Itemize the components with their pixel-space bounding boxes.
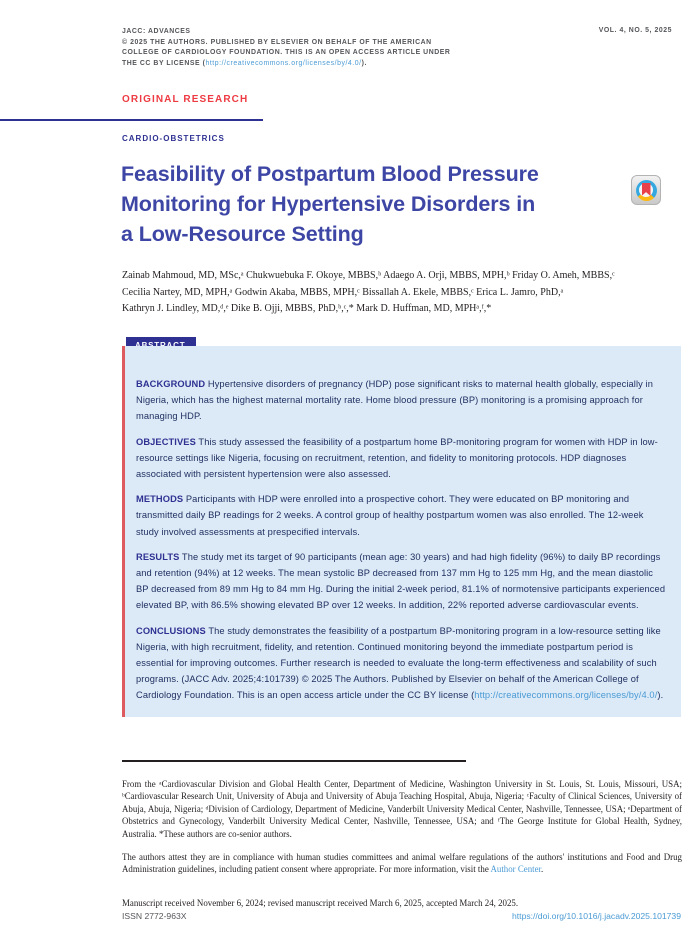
jacc-bookmark-icon bbox=[631, 175, 661, 205]
abstract-box bbox=[122, 346, 681, 717]
abstract-paragraph-conclusions: CONCLUSIONS The study demonstrates the feasibility of a postpartum BP-monitoring program in a low-resource setting like Nigeria, with high recruitment, fidelity, and retention. Continued monitoring beyond the immediate postpartum period is essential for improving outcomes. Further research is needed to evaluate the long-term effectiveness and scalability of such programs. (JACC Adv. 2025;4:101739) © 2025 The Authors. Published by Elsevier on behalf of the American College of Cardiology Foundation. This is an open access article under the CC BY license (http://creativecommons.org/licenses/by/4.0/). bbox=[136, 625, 664, 701]
article-section: CARDIO-OBSTETRICS bbox=[122, 134, 225, 143]
bookmark-glyph bbox=[642, 183, 651, 196]
affiliations-footnote: From the ᵃCardiovascular Division and Global Health Center, Department of Medicine, Washington University in St. Louis, St. Louis, Missouri, USA; ᵇCardiovascular Research Unit, University of Abuja and University of Abuja Teaching Hospital, Abuja, Nigeria; ᶜFaculty of Clinical Sciences, University of Abuja, Abuja, Nigeria; ᵈDivision of Cardiology, Department of Medicine, Vanderbilt University Medical Center, Nashville, Tennessee, USA; ᵉDepartment of Obstetrics and Gynecology, Vanderbilt University Medical Center, Nashville, Tennessee, USA; and ᶠThe George Institute for Global Health, Sydney, Australia. *These authors are co-senior authors. bbox=[122, 779, 682, 839]
author-line: Kathryn J. Lindley, MD,ᵈ,ᵉ Dike B. Ojji, MBBS, PhD,ᵇ,ᶜ,* Mark D. Huffman, MD, MPHᵃ,ᶠ,* bbox=[122, 303, 492, 314]
journal-masthead bbox=[122, 27, 542, 69]
compliance-footnote: The authors attest they are in compliance with human studies committees and animal welfare regulations of the authors' institutions and Food and Drug Administration guidelines, including patient consent where appropriate. For more information, visit the Author Center. bbox=[122, 852, 682, 875]
badge-ring bbox=[636, 180, 657, 201]
abstract-paragraph-methods: METHODS Participants with HDP were enrolled into a prospective cohort. They were educated on BP monitoring and transmitted daily BP readings for 2 weeks. A control group of healthy postpartum women was also enrolled. The 12-week study involved assessments at prespecified intervals. bbox=[136, 494, 644, 537]
footnote-divider bbox=[122, 760, 466, 762]
cc-license-link[interactable]: http://creativecommons.org/licenses/by/4.0/ bbox=[205, 59, 362, 67]
manuscript-dates: Manuscript received November 6, 2024; revised manuscript received March 6, 2025, accepted March 24, 2025. bbox=[122, 898, 519, 908]
category-underline bbox=[0, 119, 263, 121]
author-line: Cecilia Nartey, MD, MPH,ᵃ Godwin Akaba, MBBS, MPH,ᶜ Bissallah A. Ekele, MBBS,ᶜ Erica L. Jamro, PhD,ᵃ bbox=[122, 286, 564, 298]
abstract-paragraph-objectives: OBJECTIVES This study assessed the feasibility of a postpartum home BP-monitoring program for women with HDP in low-resource settings like Nigeria, focusing on recruitment, retention, and fidelity to monitoring protocols. HDP diagnoses associated with persistent hypertension were also assessed. bbox=[136, 436, 658, 480]
author-center-link[interactable]: Author Center bbox=[490, 864, 542, 875]
cc-license-link[interactable]: http://creativecommons.org/licenses/by/4.0/ bbox=[474, 690, 658, 701]
badge-core bbox=[639, 183, 653, 197]
copyright-line-3: THE CC BY LICENSE (http://creativecommons.org/licenses/by/4.0/). bbox=[122, 59, 367, 67]
abstract-paragraph-results: RESULTS The study met its target of 90 participants (mean age: 30 years) and had high fidelity (96%) to daily BP recordings and retention (94%) at 12 weeks. The mean systolic BP decreased from 137 mm Hg to 125 mm Hg, and the mean diastolic BP decreased from 89 mm Hg to 84 mm Hg. During the initial 2-week period, 81.1% of normotensive participants experienced elevated BP, with 86.5% showing elevated BP over 12 weeks. In addition, 22% reported adverse cardiovascular events. bbox=[136, 551, 666, 611]
volume-info: VOL. 4, NO. 5, 2025 bbox=[598, 27, 672, 34]
issn: ISSN 2772-963X bbox=[122, 911, 187, 921]
doi-link[interactable]: https://doi.org/10.1016/j.jacadv.2025.101739 bbox=[512, 911, 681, 921]
journal-name: JACC: ADVANCES bbox=[122, 28, 191, 35]
abstract-paragraph-background: BACKGROUND Hypertensive disorders of pregnancy (HDP) pose significant risks to maternal health globally, especially in Nigeria, which has the highest maternal mortality rate. Home blood pressure (BP) monitoring is a promising approach for managing HDP. bbox=[136, 379, 653, 422]
article-category: ORIGINAL RESEARCH bbox=[122, 94, 249, 105]
copyright-line-2: COLLEGE OF CARDIOLOGY FOUNDATION. THIS IS AN OPEN ACCESS ARTICLE UNDER bbox=[122, 49, 451, 57]
page-title: Feasibility of Postpartum Blood Pressure Monitoring for Hypertensive Disorders in a Low-Resource Setting bbox=[121, 162, 539, 246]
copyright-line-1: © 2025 THE AUTHORS. PUBLISHED BY ELSEVIER ON BEHALF OF THE AMERICAN bbox=[122, 38, 432, 46]
author-list bbox=[122, 268, 684, 318]
author-line: Zainab Mahmoud, MD, MSc,ᵃ Chukwuebuka F. Okoye, MBBS,ᵇ Adaego A. Orji, MBBS, MPH,ᵇ Friday O. Ameh, MBBS,ᶜ bbox=[122, 270, 615, 281]
